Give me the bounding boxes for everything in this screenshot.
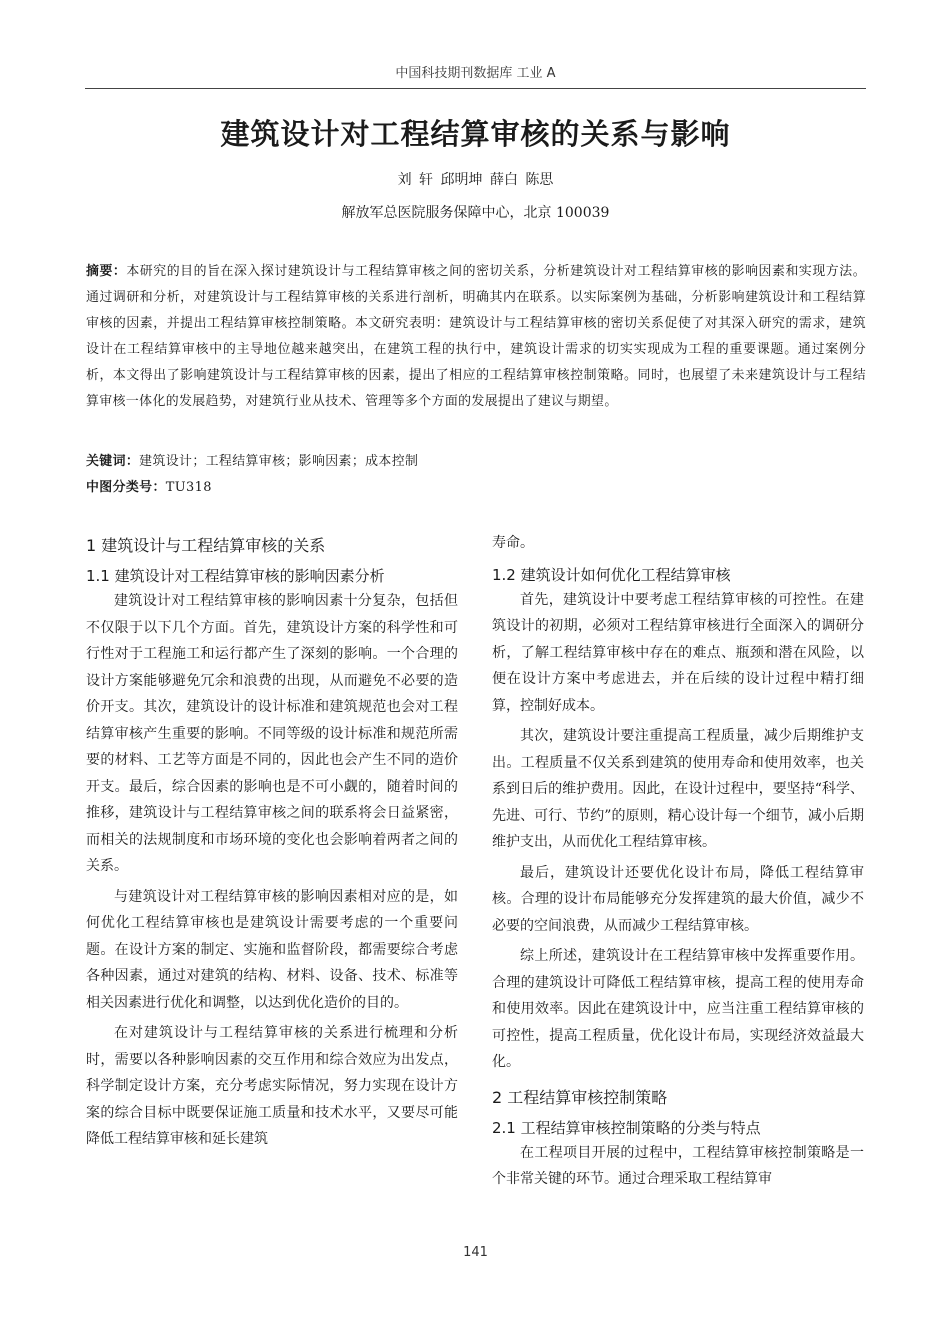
body-paragraph: 其次，建筑设计要注重提高工程质量，减少后期维护支出。工程质量不仅关系到建筑的使用寿命和使用效率，也关系到日后的维护费用。因此，在设计过程中，要坚持“科学、先进、可行、节约”的原则，精心设计每一个细节，减小后期维护支出，从而优化工程结算审核。: [492, 728, 864, 850]
keywords-label: 关键词：: [86, 454, 140, 469]
author-list: 刘 轩 邱明坤 薛白 陈思: [397, 172, 554, 188]
body-paragraph: 综上所述，建筑设计在工程结算审核中发挥重要作用。合理的建筑设计可降低工程结算审核，提高工程的使用寿命和使用效率。因此在建筑设计中，应当注重工程结算审核的可控性，提高工程质量，优化设计布局，实现经济效益最大化。: [492, 948, 864, 1070]
page-number: 141: [463, 1245, 488, 1260]
body-paragraph: 在对建筑设计与工程结算审核的关系进行梳理和分析时，需要以各种影响因素的交互作用和综合效应为出发点，科学制定设计方案，充分考虑实际情况，努力实现在设计方案的综合目标中既要保证施工质量和技术水平，又要尽可能降低工程结算审核和延长建筑: [86, 1025, 458, 1147]
classification-number: [86, 478, 866, 498]
abstract: [86, 259, 866, 415]
abstract-text: 本研究的目的旨在深入探讨建筑设计与工程结算审核之间的密切关系，分析建筑设计对工程结算审核的影响因素和实现方法。通过调研和分析，对建筑设计与工程结算审核的关系进行剖析，明确其内在联系。以实际案例为基础，分析影响建筑设计和工程结算审核的因素，并提出工程结算审核控制策略。本文研究表明：建筑设计与工程结算审核的密切关系促使了对其深入研究的需求，建筑设计在工程结算审核中的主导地位越来越突出，在建筑工程的执行中，建筑设计需求的切实实现成为工程的重要课题。通过案例分析，本文得出了影响建筑设计与工程结算审核的因素，提出了相应的工程结算审核控制策略。同时，也展望了未来建筑设计与工程结算审核一体化的发展趋势，对建筑行业从技术、管理等多个方面的发展提出了建议与期望。: [86, 264, 867, 409]
body-paragraph: 与建筑设计对工程结算审核的影响因素相对应的是，如何优化工程结算审核也是建筑设计需要考虑的一个重要问题。在设计方案的制定、实施和监督阶段，都需要综合考虑各种因素，通过对建筑的结构、材料、设备、技术、标准等相关因素进行优化和调整，以达到优化造价的目的。: [86, 888, 458, 1011]
article-title: 建筑设计对工程结算审核的关系与影响: [220, 117, 731, 151]
body-paragraph: 建筑设计对工程结算审核的影响因素十分复杂，包括但不仅限于以下几个方面。首先，建筑设计方案的科学性和可行性对于工程施工和运行都产生了深刻的影响。一个合理的设计方案能够避免冗余和浪费的出现，从而避免不必要的造价开支。其次，建筑设计的设计标准和建筑规范也会对工程结算审核产生重要的影响。不同等级的设计标准和规范所需要的材料、工艺等方面是不同的，因此也会产生不同的造价开支。最后，综合因素的影响也是不可小觑的，随着时间的推移，建筑设计与工程结算审核之间的联系将会日益紧密，而相关的法规制度和市场环境的变化也会影响着两者之间的关系。: [86, 593, 458, 874]
classification-text: TU318: [165, 480, 212, 495]
abstract-label: 摘要：: [86, 264, 127, 279]
section-2-heading: 2 工程结算审核控制策略: [492, 1087, 668, 1107]
author-affiliation: 解放军总医院服务保障中心，北京 100039: [341, 205, 610, 221]
section-1-1-heading: 1.1 建筑设计对工程结算审核的影响因素分析: [86, 567, 385, 585]
body-paragraph: 首先，建筑设计中要考虑工程结算审核的可控性。在建筑设计的初期，必须对工程结算审核进行全面深入的调研分析，了解工程结算审核中存在的难点、瓶颈和潜在风险，以便在设计方案中考虑进去，并在后续的设计过程中精打细算，控制好成本。: [492, 591, 864, 714]
right-column: [492, 530, 864, 1193]
running-header: 中国科技期刊数据库 工业 A: [395, 66, 556, 81]
body-paragraph: 在工程项目开展的过程中，工程结算审核控制策略是一个非常关键的环节。通过合理采取工程结算审: [492, 1144, 864, 1187]
keywords: [86, 452, 866, 472]
body-paragraph: 最后，建筑设计还要优化设计布局，降低工程结算审核。合理的设计布局能够充分发挥建筑的最大价值，减少不必要的空间浪费，从而减少工程结算审核。: [492, 864, 864, 934]
section-1-heading: 1 建筑设计与工程结算审核的关系: [86, 536, 326, 555]
section-1-2-heading: 1.2 建筑设计如何优化工程结算审核: [492, 565, 731, 584]
keywords-text: 建筑设计；工程结算审核；影响因素；成本控制: [139, 454, 419, 469]
header-divider: [85, 88, 866, 89]
section-2-1-heading: 2.1 工程结算审核控制策略的分类与特点: [492, 1118, 761, 1137]
left-column: [86, 530, 458, 1153]
classification-label: 中图分类号：: [86, 480, 166, 495]
body-paragraph-continued: 寿命。: [492, 535, 534, 551]
